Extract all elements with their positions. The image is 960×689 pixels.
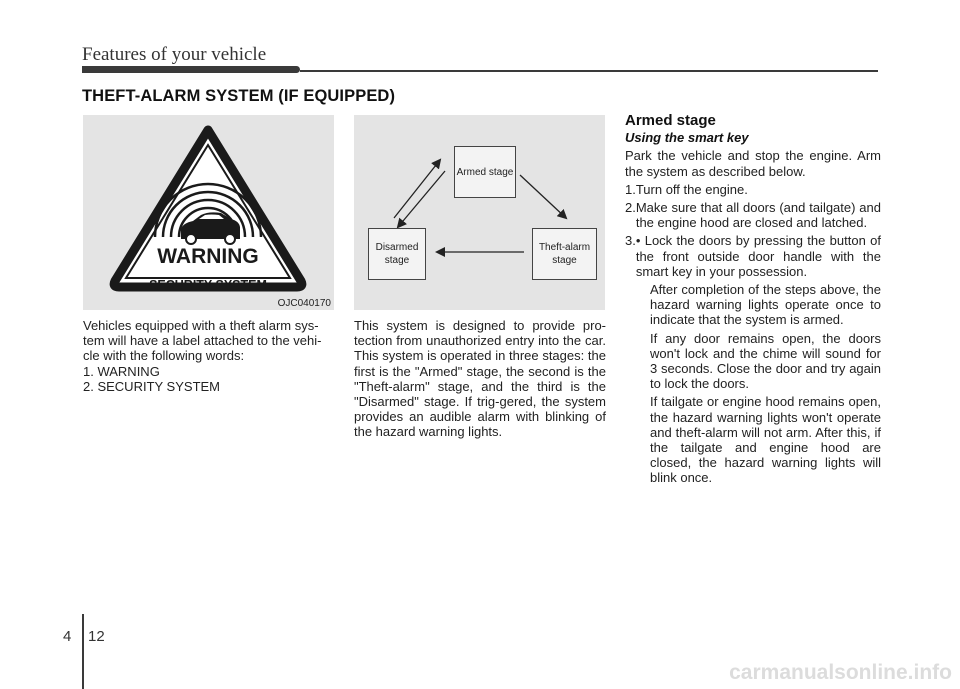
step-number: 3. <box>625 233 636 249</box>
page-number: 12 <box>88 628 105 645</box>
footer-divider <box>82 614 84 689</box>
arrow-armed-to-theft <box>520 175 566 218</box>
arrow-armed-to-disarmed <box>398 171 445 227</box>
section-title: THEFT-ALARM SYSTEM (IF EQUIPPED) <box>82 87 396 105</box>
label-description <box>83 318 337 394</box>
text-line: 2. SECURITY SYSTEM <box>83 378 221 394</box>
step-number: 1. <box>625 181 636 197</box>
note-paragraph: After completion of the steps above, the hazard warning lights operate once to indicate that the system is armed. <box>650 282 881 328</box>
header-title: Features of your vehicle <box>82 44 267 65</box>
note-paragraph: If any door remains open, the doors won't lock and the chime will sound for 3 seconds. Close the door and try again to lock the doors. <box>650 330 881 392</box>
arrow-disarmed-to-armed <box>394 160 440 218</box>
chapter-number: 4 <box>63 628 72 645</box>
header-rule-thin <box>300 70 878 72</box>
step-text: Turn off the engine. <box>635 181 748 197</box>
step-text: • Lock the doors by pressing the button of the front outside door handle with the smart key in your possession. <box>635 233 881 279</box>
warning-triangle-icon <box>83 115 334 310</box>
step-item <box>625 233 881 279</box>
text-line: cle with the following words: <box>83 348 245 364</box>
stage-armed: Armed stage <box>454 146 516 198</box>
smart-key-subhead: Using the smart key <box>625 130 749 146</box>
text-line: 1. WARNING <box>83 363 160 379</box>
stage-theft-alarm: Theft-alarm stage <box>532 228 597 280</box>
text-line: tem will have a label attached to the vehi- <box>83 333 322 349</box>
header-rule-thick <box>82 66 300 73</box>
intro-paragraph: Park the vehicle and stop the engine. Arm the system as described below. <box>625 148 881 179</box>
note-paragraph: If tailgate or engine hood remains open, the hazard warning lights won't operate and theft-alarm will not arm. After this, if the tailgate and engine hood are closed, the hazard warning lights will blink once. <box>650 394 881 486</box>
watermark: carmanualsonline.info <box>729 661 952 684</box>
stages-diagram <box>354 115 605 310</box>
armed-stage-title: Armed stage <box>625 112 716 129</box>
system-description: This system is designed to provide pro-tection from unauthorized entry into the car. This system is operated in three stages: the first is the "Armed" stage, the second is the "Theft-alarm" stage, and the third is the "Disarmed" stage. If trig-gered, the system provides an audible alarm with blinking of the hazard warning lights. <box>354 318 606 440</box>
step-item <box>625 182 881 197</box>
warning-label-figure <box>83 115 334 310</box>
stage-arrows <box>354 115 605 310</box>
armed-stage-section <box>625 113 881 489</box>
step-number: 2. <box>625 200 636 216</box>
step-text: Make sure that all doors (and tailgate) and the engine hood are closed and latched. <box>635 200 881 231</box>
stage-disarmed: Disarmed stage <box>368 228 426 280</box>
text-line: Vehicles equipped with a theft alarm sys- <box>83 318 319 333</box>
security-system-word: SECURITY SYSTEM <box>149 278 267 292</box>
warning-word: WARNING <box>157 245 259 268</box>
figure-code: OJC040170 <box>277 298 331 309</box>
step-item <box>625 200 881 230</box>
